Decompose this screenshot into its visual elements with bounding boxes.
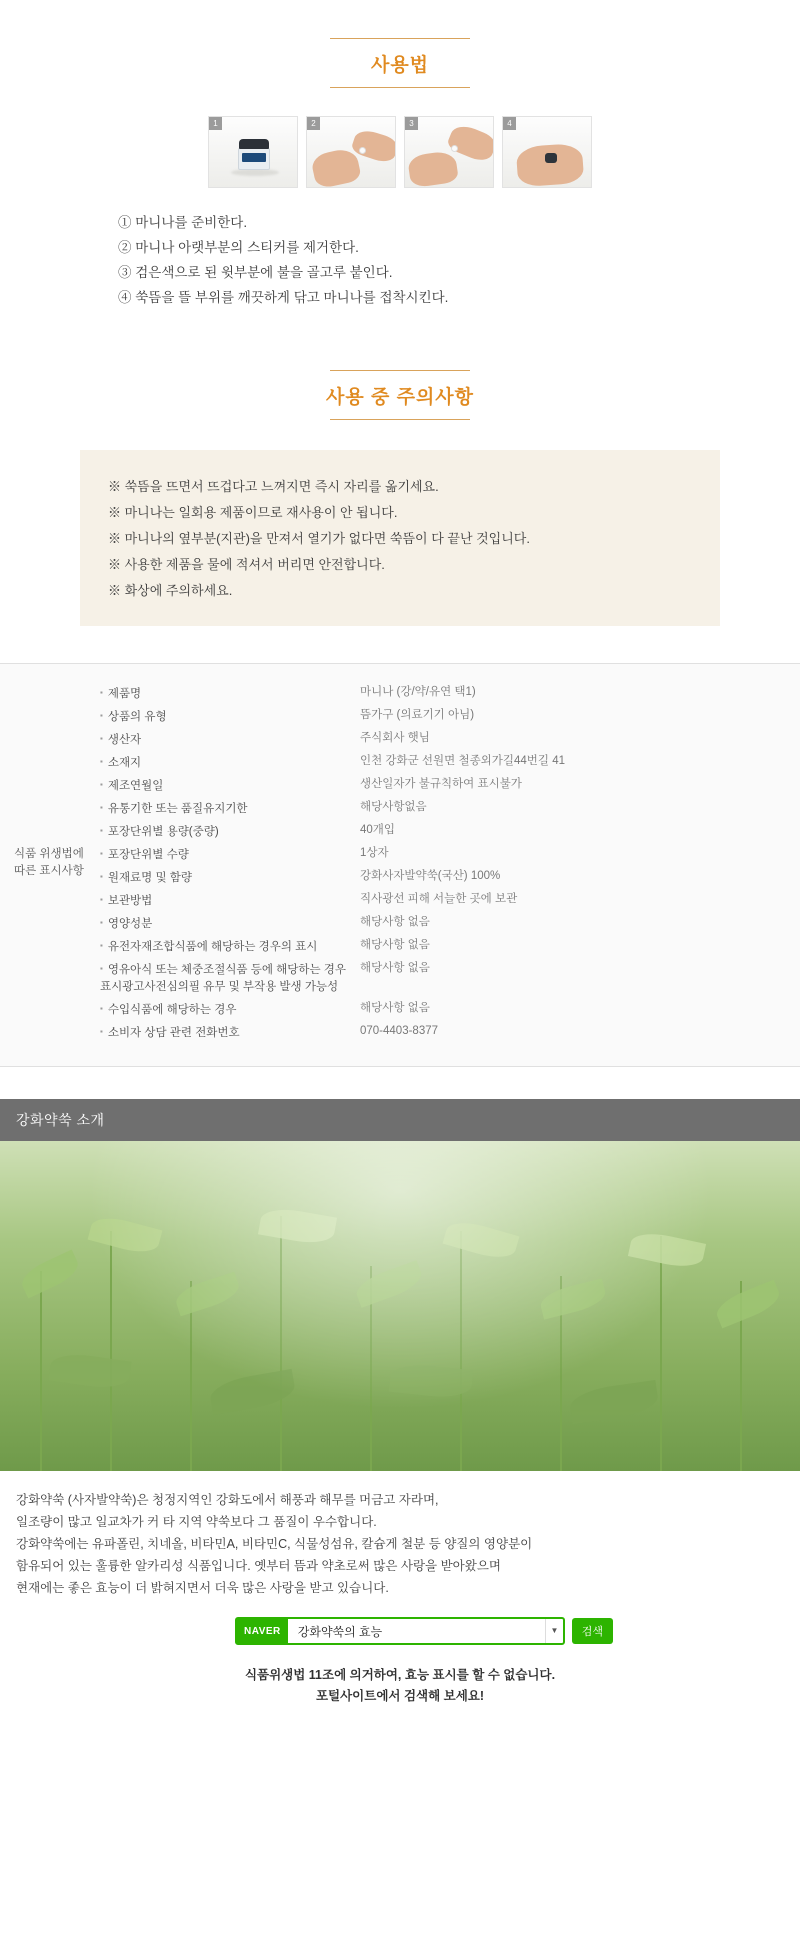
row-value: 뜸가구 (의료기기 아님): [360, 709, 475, 721]
intro-bar-title: 강화약쑥 소개: [0, 1099, 800, 1141]
row-key: ▪ 제조연월일: [100, 774, 360, 797]
naver-search-bar[interactable]: [235, 1617, 603, 1645]
photo-step-number: 2: [307, 117, 320, 130]
chevron-down-icon[interactable]: ▼: [545, 1619, 563, 1643]
usage-step: ② 마니나 아랫부분의 스티커를 제거한다.: [118, 240, 359, 255]
usage-photo-4: [502, 116, 592, 188]
intro-line: 강화약쑥 (사자발약쑥)은 청정지역인 강화도에서 해풍과 해무를 머금고 자라며,: [16, 1493, 439, 1507]
usage-heading-text: 사용법: [370, 55, 430, 76]
food-labeling-title-line1: 식품 위생법에: [14, 848, 84, 860]
row-value: 직사광선 피해 서늘한 곳에 보관: [360, 893, 518, 905]
legal-notice-line: 포털사이트에서 검색해 보세요!: [315, 1689, 485, 1703]
usage-photo-1: [208, 116, 298, 188]
product-dot: [359, 147, 366, 154]
intro-line: 현재에는 좋은 효능이 더 밝혀지면서 더욱 많은 사랑을 받고 있습니다.: [16, 1581, 389, 1595]
row-key: ▪ 유전자재조합식품에 해당하는 경우의 표시: [100, 935, 360, 958]
table-row: [100, 935, 800, 958]
table-row: [100, 728, 800, 751]
intro-line: 강화약쑥에는 유파폴린, 치네올, 비타민A, 비타민C, 식물성섬유, 칼슘게 철분 등 양질의 영양분이: [16, 1537, 533, 1551]
table-row: [100, 843, 800, 866]
usage-photo-2: [306, 116, 396, 188]
row-key: ▪ 상품의 유형: [100, 705, 360, 728]
intro-paragraph: [0, 1471, 800, 1599]
row-value: 인천 강화군 선원면 철종외가길44번길 41: [360, 755, 565, 767]
row-value: 생산일자가 불규칙하여 표시불가: [360, 778, 522, 790]
jar-label: [242, 153, 266, 162]
usage-section-heading: [0, 0, 800, 88]
intro-line: 함유되어 있는 훌륭한 알카리성 식품입니다. 옛부터 뜸과 약초로써 많은 사랑을 받아왔으며: [16, 1559, 501, 1573]
caution-box: [80, 450, 720, 626]
row-key: ▪ 원재료명 및 함량: [100, 866, 360, 889]
usage-step: ① 마니나를 준비한다.: [118, 215, 248, 230]
row-value: 해당사항 없음: [360, 916, 430, 928]
caution-line: ※ 화상에 주의하세요.: [108, 583, 233, 598]
caution-section-heading: [0, 310, 800, 420]
row-key: ▪ 보관방법: [100, 889, 360, 912]
table-row: [100, 1021, 800, 1044]
intro-line: 일조량이 많고 일교차가 커 타 지역 약쑥보다 그 품질이 우수합니다.: [16, 1515, 377, 1529]
food-labeling-title: [0, 846, 100, 880]
photo-step-number: 4: [503, 117, 516, 130]
food-labeling-section: [0, 663, 800, 1067]
row-key: ▪ 수입식품에 해당하는 경우: [100, 998, 360, 1021]
table-row: [100, 998, 800, 1021]
row-value: 해당사항 없음: [360, 1002, 430, 1014]
caution-line: ※ 마니나는 일회용 제품이므로 재사용이 안 됩니다.: [108, 505, 398, 520]
usage-steps-list: [118, 210, 800, 310]
row-value: 해당사항 없음: [360, 962, 430, 974]
row-key: ▪ 포장단위별 수량: [100, 843, 360, 866]
table-row: [100, 797, 800, 820]
row-value: 1상자: [360, 847, 389, 859]
table-row: [100, 889, 800, 912]
legal-notice: [0, 1665, 800, 1737]
row-key: ▪ 생산자: [100, 728, 360, 751]
food-labeling-title-line2: 따른 표시사항: [14, 865, 84, 877]
usage-photo-row: [0, 116, 800, 188]
usage-step: ③ 검은색으로 된 윗부분에 불을 골고루 붙인다.: [118, 265, 393, 280]
row-value: 070-4403-8377: [360, 1025, 439, 1037]
row-value: 40개입: [360, 824, 396, 836]
row-key: ▪ 영양성분: [100, 912, 360, 935]
photo-haze-overlay: [0, 1141, 800, 1471]
usage-photo-3: [404, 116, 494, 188]
table-row: [100, 820, 800, 843]
row-value: 해당사항없음: [360, 801, 427, 813]
usage-step: ④ 쑥뜸을 뜰 부위를 깨끗하게 닦고 마니나를 접착시킨다.: [118, 290, 449, 305]
mugwort-field-photo: [0, 1141, 800, 1471]
photo-step-number: 1: [209, 117, 222, 130]
row-key: ▪ 제품명: [100, 682, 360, 705]
table-row: [100, 705, 800, 728]
search-button[interactable]: 검색: [572, 1618, 613, 1644]
jar-lid: [239, 139, 269, 149]
heading-rule-bottom: [330, 419, 470, 420]
table-row: [100, 912, 800, 935]
row-value: 주식회사 햇님: [360, 732, 430, 744]
row-key: ▪ 영유아식 또는 체중조절식품 등에 해당하는 경우 표시광고사전심의필 유무 및 부작용 발생 가능성: [100, 958, 360, 998]
product-dot: [451, 145, 458, 152]
caution-heading-text: 사용 중 주의사항: [325, 387, 475, 408]
caution-line: ※ 쑥뜸을 뜨면서 뜨겁다고 느껴지면 즉시 자리를 옮기세요.: [108, 479, 439, 494]
naver-logo: NAVER: [237, 1619, 288, 1643]
photo-step-number: 3: [405, 117, 418, 130]
row-key: ▪ 소비자 상담 관련 전화번호: [100, 1021, 360, 1044]
table-row: [100, 682, 800, 705]
heading-rule-bottom: [330, 87, 470, 88]
legal-notice-line: 식품위생법 11조에 의거하여, 효능 표시를 할 수 없습니다.: [244, 1668, 556, 1682]
search-input[interactable]: 강화약쑥의 효능: [297, 1624, 383, 1639]
hand-illustration: [516, 143, 585, 188]
row-value: 강화사자발약쑥(국산) 100%: [360, 870, 501, 882]
caution-line: ※ 사용한 제품을 물에 적셔서 버리면 안전합니다.: [108, 557, 385, 572]
row-key: ▪ 소재지: [100, 751, 360, 774]
food-labeling-table: [100, 682, 800, 1044]
table-row: [100, 774, 800, 797]
row-value: 마니나 (강/약/유연 택1): [360, 686, 476, 698]
caution-line: ※ 마니나의 옆부분(지관)을 만져서 열기가 없다면 쑥뜸이 다 끝난 것입니다.: [108, 531, 530, 546]
table-row: [100, 751, 800, 774]
table-row: [100, 958, 800, 998]
row-key: ▪ 유통기한 또는 품질유지기한: [100, 797, 360, 820]
table-row: [100, 866, 800, 889]
jar-shadow: [231, 169, 279, 176]
product-cap: [545, 153, 557, 163]
row-key: ▪ 포장단위별 용량(중량): [100, 820, 360, 843]
row-value: 해당사항 없음: [360, 939, 430, 951]
